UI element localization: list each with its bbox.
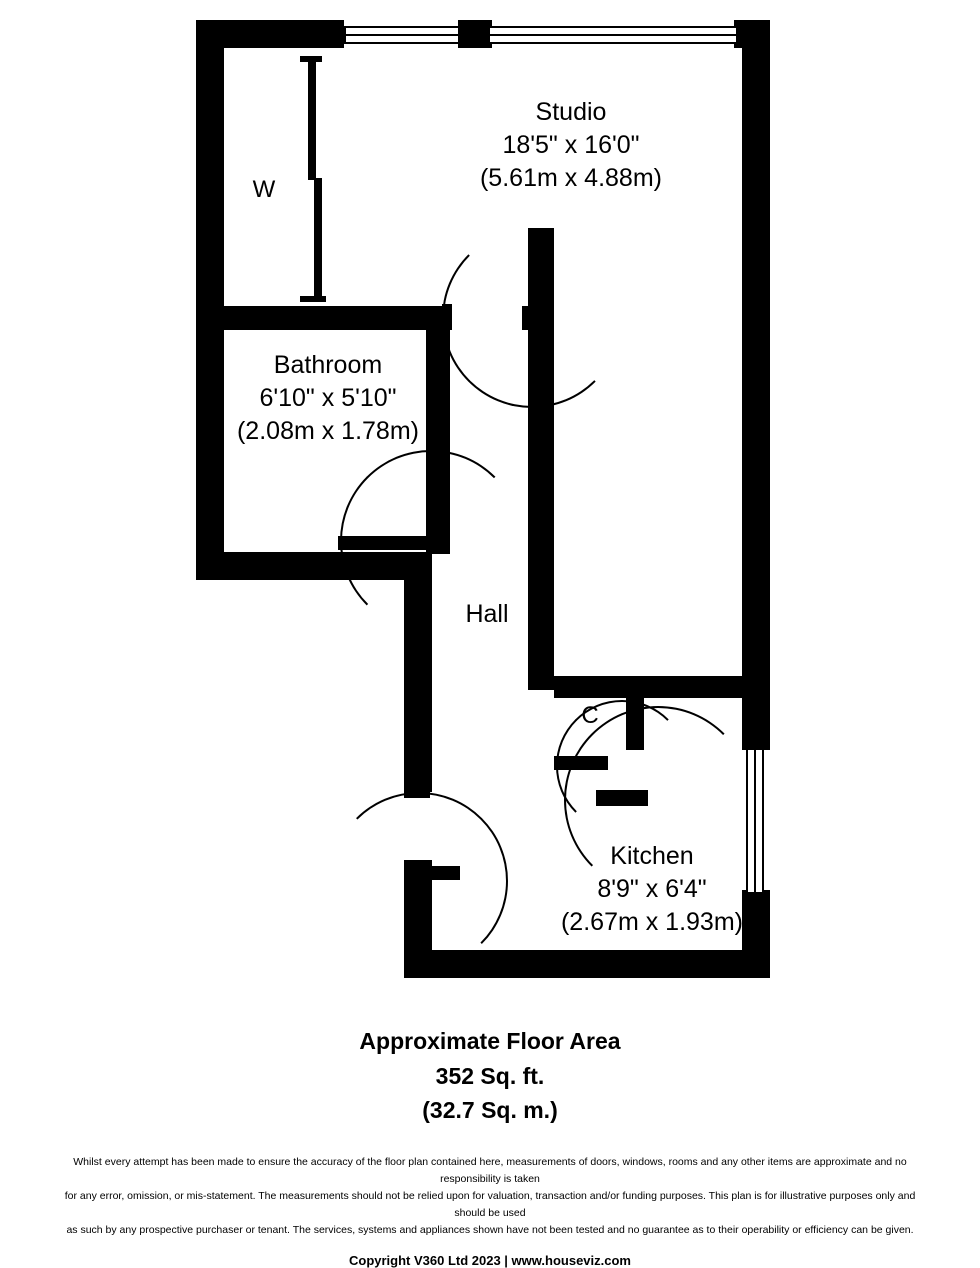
window-studio-right-bar (490, 34, 736, 36)
room-dim-imperial-bathroom: 6'10" x 5'10" (259, 384, 397, 412)
window-studio-left-bar (346, 34, 458, 36)
disclaimer-line-1: Whilst every attempt has been made to ensure the accuracy of the floor plan contained here, measurements of doors, windows, rooms and any other items are approximate and no responsibility is taken (73, 1155, 907, 1185)
approximate-floor-area (0, 1024, 980, 1128)
room-label-studio (406, 96, 736, 195)
floor-plan-footer (0, 1010, 980, 1268)
wall-studio-bathroom (224, 306, 450, 330)
room-dim-imperial-kitchen: 8'9" x 6'4" (597, 875, 707, 903)
door-arc-hall (330, 792, 508, 970)
disclaimer-text (60, 1154, 920, 1239)
room-name-bathroom: Bathroom (273, 351, 383, 379)
tag-wardrobe: W (252, 176, 276, 203)
disclaimer-line-3: as such by any prospective purchaser or tenant. The services, systems and appliances shown have not been tested and no guarantee as to their operability or efficiency can be given. (66, 1223, 914, 1236)
tag-cupboard: C (581, 702, 599, 729)
wall-kitchen-top (554, 676, 770, 698)
room-dim-metric-kitchen: (2.67m x 1.93m) (560, 908, 743, 936)
door-jamb-bathroom (338, 536, 348, 550)
wardrobe-door-jamb-bottom (300, 296, 326, 302)
copyright-notice: Copyright V360 Ltd 2023 | www.houseviz.com (348, 1252, 631, 1268)
wardrobe-door-jamb-top (300, 56, 322, 62)
room-label-hall (406, 598, 568, 631)
room-dim-metric-studio: (5.61m x 4.88m) (479, 164, 662, 192)
area-title: Approximate Floor Area (359, 1028, 621, 1054)
area-sqm: (32.7 Sq. m.) (422, 1097, 558, 1123)
room-dim-imperial-studio: 18'5" x 16'0" (502, 131, 640, 159)
wardrobe-door-panel (308, 60, 316, 180)
area-sqft: 352 Sq. ft. (435, 1062, 545, 1089)
wall-right-upper (742, 20, 770, 750)
room-name-studio: Studio (535, 98, 607, 126)
room-label-bathroom (174, 349, 482, 448)
wardrobe-door-panel-2 (314, 178, 322, 300)
room-name-hall: Hall (465, 600, 509, 628)
room-dim-metric-bathroom: (2.08m x 1.78m) (236, 417, 419, 445)
disclaimer-line-2: for any error, omission, or mis-statement. The measurements should not be relied upon for valuation, transaction and/or funding purposes. This plan is for illustrative purposes only and should be used (64, 1189, 916, 1219)
wall-left-upper (196, 20, 224, 580)
wall-top-mullion (458, 20, 492, 48)
room-label-kitchen (498, 840, 806, 939)
room-name-kitchen: Kitchen (610, 842, 694, 870)
door-jamb-studio (442, 304, 452, 330)
